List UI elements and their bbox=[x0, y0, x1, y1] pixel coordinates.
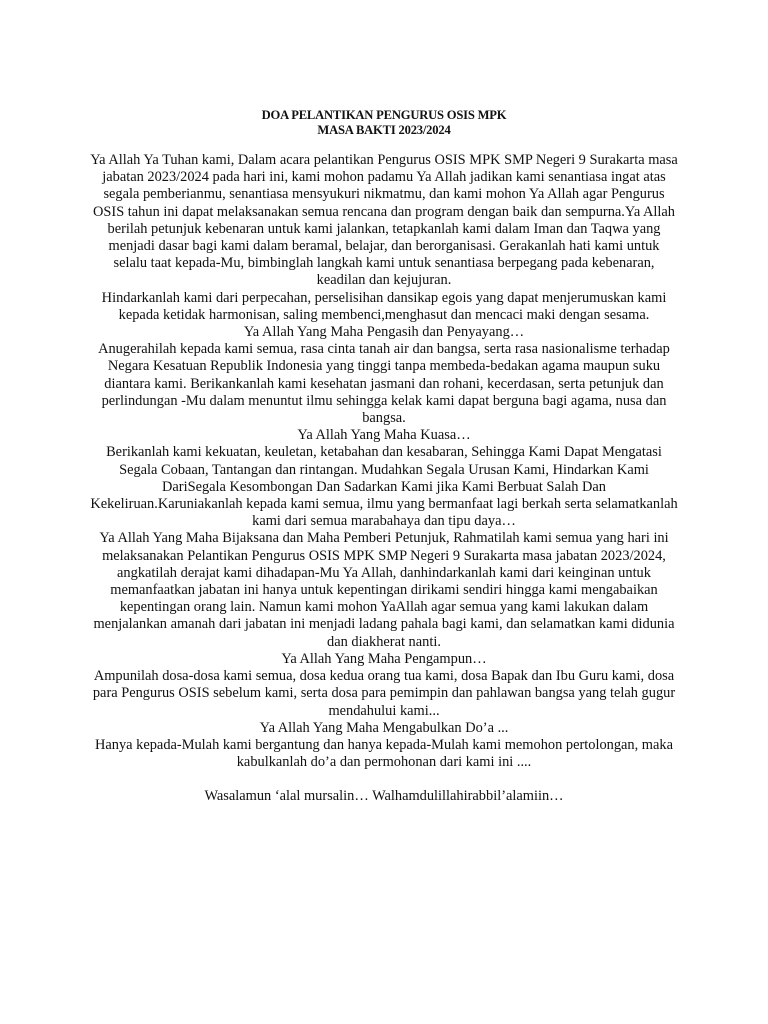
prayer-paragraph-wisdom: Ya Allah Yang Maha Bijaksana dan Maha Pemberi Petunjuk, Rahmatilah kami semua yang hari ini melaksanakan Pelantikan Pengurus OSIS MPK SMP Negeri 9 Surakarta masa jabatan 2023/2024, angkatilah derajat kami dihadapan-Mu Ya Allah, danhindarkanlah kami dari keinginan untuk memanfaatkan jabatan ini hanya untuk kepentingan dirikami sendiri hingga kami mengabaikan kepentingan orang lain. Namun kami mohon YaAllah agar semua yang kami lakukan dalam menjalankan amanah dari jabatan ini menjadi ladang pahala bagi kami, dan selamatkan kami didunia dan diakherat nanti. bbox=[93, 530, 675, 650]
prayer-paragraph-forgiveness: Ampunilah dosa-dosa kami semua, dosa kedua orang tua kami, dosa Bapak dan Ibu Guru kami, dosa para Pengurus OSIS sebelum kami, serta dosa para pemimpin dan pahlawan bangsa yang telah gugur mendahului kami... bbox=[92, 668, 676, 719]
document-body bbox=[90, 108, 678, 806]
invocation-maha-mengabulkan: Ya Allah Yang Maha Mengabulkan Do’a ... bbox=[259, 719, 509, 736]
prayer-paragraph-reliance: Hanya kepada-Mulah kami bergantung dan hanya kepada-Mulah kami memohon pertolongan, maka kabulkanlah do’a dan permohonan dari kami ini .... bbox=[95, 736, 673, 771]
invocation-maha-pengampun: Ya Allah Yang Maha Pengampun… bbox=[281, 650, 487, 667]
prayer-opening-paragraph: Ya Allah Ya Tuhan kami, Dalam acara pelantikan Pengurus OSIS MPK SMP Negeri 9 Surakarta masa jabatan 2023/2024 pada hari ini, kami mohon padamu Ya Allah jadikan kami senantiasa ingat atas segala pemberianmu, senantiasa mensyukuri nikmatmu, dan kami mohon Ya Allah agar Pengurus OSIS tahun ini dapat melaksanakan semua rencana dan program dengan baik dan sempurna.Ya Allah berilah petunjuk kebenaran untuk kami jalankan, tetapkanlah kami dalam Iman dan Taqwa yang menjadi dasar bagi kami dalam beramal, belajar, dan berorganisasi. Gerakanlah hati kami untuk selalu taat kepada-Mu, bimbinglah langkah kami untuk senantiasa berpegang pada kebenaran, keadilan dan kejujuran. bbox=[90, 152, 678, 289]
title-block bbox=[90, 108, 678, 138]
prayer-paragraph-unity: Hindarkanlah kami dari perpecahan, perselisihan dansikap egois yang dapat menjerumuskan kami kepada ketidak harmonisan, saling membenci,menghasut dan mencaci maki dengan sesama. bbox=[101, 289, 667, 323]
prayer-paragraph-strength: Berikanlah kami kekuatan, keuletan, ketabahan dan kesabaran, Sehingga Kami Dapat Mengatasi Segala Cobaan, Tantangan dan rintangan. Mudahkan Segala Urusan Kami, Hindarkan Kami DariSegala Kesombongan Dan Sadarkan Kami jika Kami Berbuat Salah Dan Kekeliruan.Karuniakanlah kepada kami semua, ilmu yang bermanfaat lagi berkah serta selamatkanlah kami dari semua marabahaya dan tipu daya… bbox=[90, 444, 678, 530]
prayer-paragraph-nationalism: Anugerahilah kepada kami semua, rasa cinta tanah air dan bangsa, serta rasa nasionalisme terhadap Negara Kesatuan Republik Indonesia yang tinggi tanpa membeda-bedakan agama maupun suku diantara kami. Berikankanlah kami kesehatan jasmani dan rohani, kecerdasan, serta petunjuk dan perlindungan -Mu dalam menuntut ilmu sehingga kelak kami dapat berguna bagi agama, nusa dan bangsa. bbox=[98, 341, 670, 427]
document-title-line-2: MASA BAKTI 2023/2024 bbox=[317, 123, 451, 137]
document-title-line-1: DOA PELANTIKAN PENGURUS OSIS MPK bbox=[261, 108, 507, 122]
invocation-maha-pengasih: Ya Allah Yang Maha Pengasih dan Penyayang… bbox=[243, 324, 525, 341]
prayer-closing: Wasalamun ‘alal mursalin… Walhamdulillahirabbil’alamiin… bbox=[204, 788, 564, 805]
invocation-maha-kuasa: Ya Allah Yang Maha Kuasa… bbox=[297, 427, 471, 444]
